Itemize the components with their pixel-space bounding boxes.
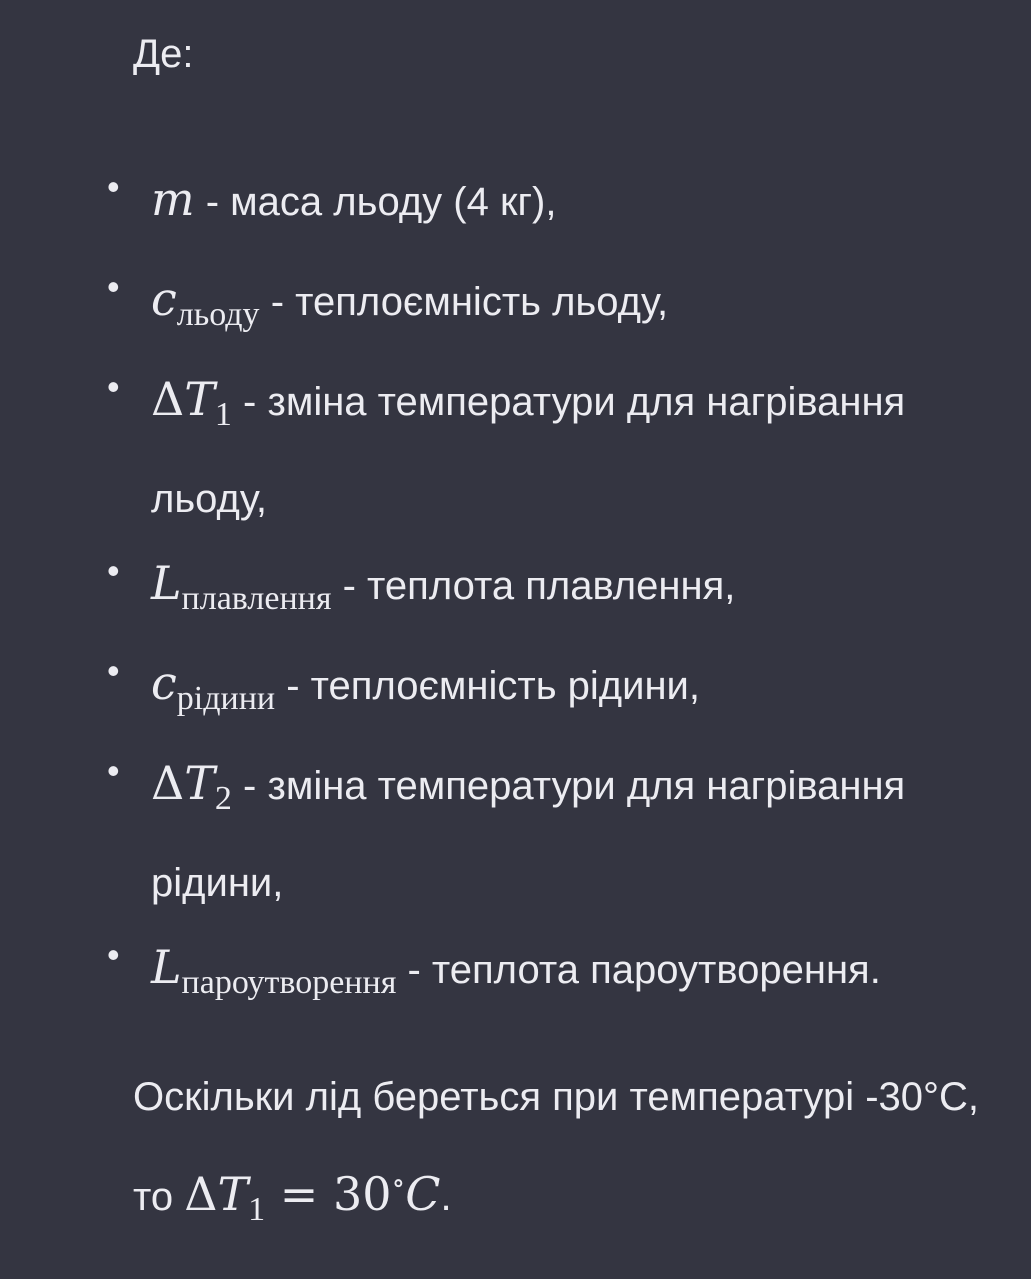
math-symbol: T	[184, 756, 215, 810]
math-subscript: льоду	[176, 296, 260, 333]
math-subscript: 1	[214, 396, 232, 433]
eq-delta: Δ	[184, 1167, 218, 1221]
eq-value: 30	[332, 1167, 392, 1221]
list-item-mass	[107, 157, 913, 257]
math-subscript: рідини	[176, 680, 276, 717]
math-symbol: T	[184, 372, 215, 426]
eq-operator: =	[279, 1167, 319, 1221]
item-description: - теплоємність льоду,	[270, 280, 669, 324]
bullet-icon: •	[107, 266, 120, 307]
eq-degree: ∘	[391, 1166, 406, 1199]
equation	[184, 1166, 441, 1228]
variable-list	[107, 157, 913, 1025]
bullet-icon: •	[107, 166, 120, 207]
item-description: - зміна температури для нагрівання льоду,	[151, 380, 906, 521]
list-item-melting-heat	[107, 541, 913, 641]
math-subscript: пароутворення	[181, 964, 397, 1001]
list-item-vaporization-heat	[107, 925, 913, 1025]
bullet-icon: •	[107, 650, 120, 691]
bullet-icon: •	[107, 550, 120, 591]
list-item-delta-t1	[107, 357, 913, 541]
bullet-icon: •	[107, 750, 120, 791]
conclusion-text: Оскільки лід береться при температурі -30°C, то	[133, 1075, 979, 1219]
item-description: - зміна температури для нагрівання рідини,	[151, 764, 906, 905]
eq-unit: C	[405, 1167, 441, 1221]
math-symbol: c	[151, 656, 177, 710]
conclusion-end: .	[440, 1175, 452, 1219]
math-subscript: 2	[214, 780, 232, 817]
list-item-delta-t2	[107, 741, 913, 925]
math-symbol: m	[151, 172, 195, 226]
math-symbol: L	[151, 556, 182, 610]
bullet-icon: •	[107, 934, 120, 975]
item-description: - теплота плавлення,	[342, 564, 736, 608]
list-item-liquid-heat-capacity	[107, 641, 913, 741]
math-delta: Δ	[151, 756, 185, 810]
eq-symbol: T	[217, 1167, 249, 1221]
bullet-icon: •	[107, 366, 120, 407]
math-symbol: L	[151, 940, 182, 994]
conclusion-paragraph	[133, 1054, 993, 1253]
intro-text: Де:	[133, 32, 194, 76]
list-item-ice-heat-capacity	[107, 257, 913, 357]
eq-subscript: 1	[248, 1191, 266, 1228]
item-description: - теплоємність рідини,	[286, 664, 701, 708]
math-symbol: c	[151, 272, 177, 326]
math-delta: Δ	[151, 372, 185, 426]
item-description: - маса льоду (4 кг),	[205, 180, 557, 224]
math-subscript: плавлення	[181, 580, 332, 617]
item-description: - теплота пароутворення.	[407, 948, 881, 992]
